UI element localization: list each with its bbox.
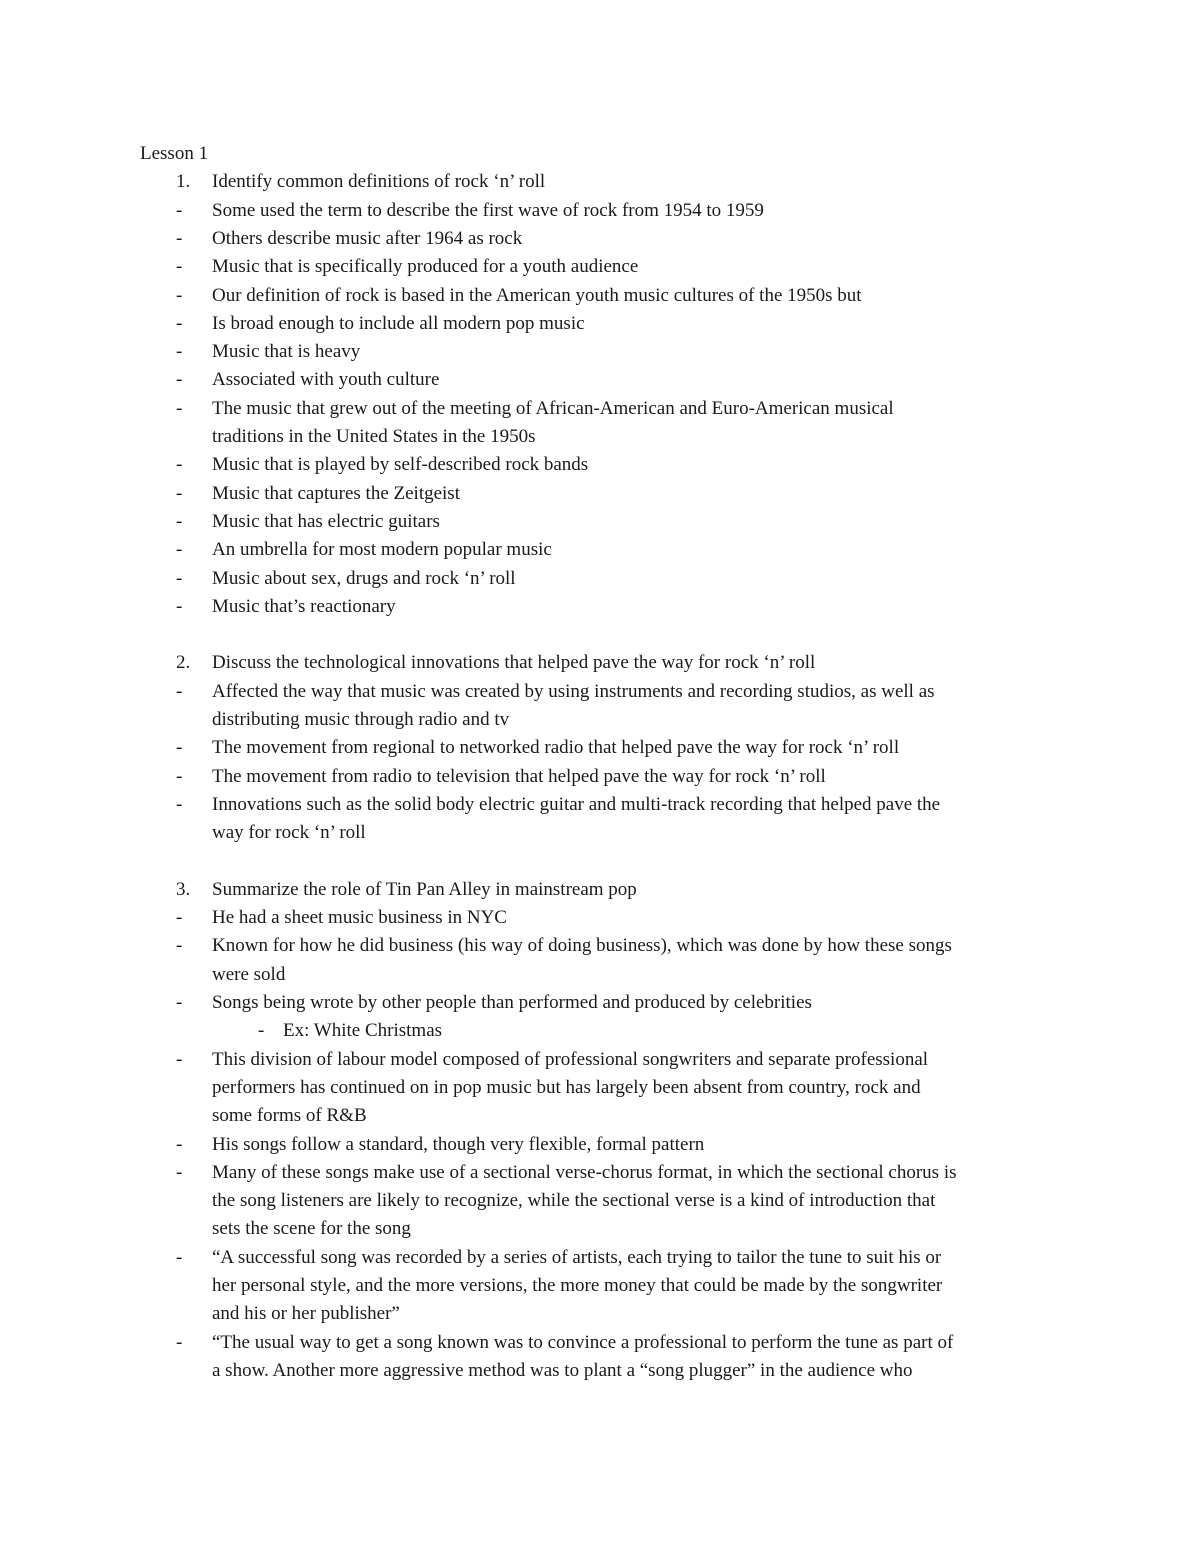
bullet-dash: - bbox=[176, 312, 183, 334]
section-heading: Discuss the technological innovations that helped pave the way for rock ‘n’ roll bbox=[212, 652, 816, 674]
bullet-dash: - bbox=[176, 1246, 183, 1268]
bullet-text: Our definition of rock is based in the American youth music cultures of the 1950s but bbox=[212, 284, 862, 306]
bullet-text: He had a sheet music business in NYC bbox=[212, 907, 507, 929]
bullet-dash: - bbox=[176, 454, 183, 476]
bullet-dash: - bbox=[176, 737, 183, 759]
sub-bullet-text: Ex: White Christmas bbox=[283, 1020, 443, 1042]
bullet-text: her personal style, and the more versions, the more money that could be made by the songwriter bbox=[212, 1275, 943, 1296]
bullet-text: The movement from radio to television that helped pave the way for rock ‘n’ roll bbox=[212, 765, 826, 787]
section-number: 1. bbox=[176, 171, 191, 193]
bullet-dash: - bbox=[176, 199, 183, 221]
bullet-text: distributing music through radio and tv bbox=[212, 709, 510, 730]
bullet-text: Music that’s reactionary bbox=[212, 595, 396, 617]
bullet-text: Innovations such as the solid body electric guitar and multi-track recording that helped pave the bbox=[212, 793, 941, 815]
bullet-dash: - bbox=[176, 1133, 183, 1155]
bullet-dash: - bbox=[176, 935, 183, 957]
bullet-text: and his or her publisher” bbox=[212, 1303, 400, 1325]
bullet-dash: - bbox=[176, 1331, 183, 1353]
bullet-text: An umbrella for most modern popular music bbox=[212, 539, 552, 561]
bullet-dash: - bbox=[176, 369, 183, 391]
bullet-text: Some used the term to describe the first wave of rock from 1954 to 1959 bbox=[212, 199, 764, 221]
bullet-dash: - bbox=[176, 680, 183, 702]
bullet-text: Known for how he did business (his way of doing business), which was done by how these songs bbox=[212, 935, 952, 957]
bullet-dash: - bbox=[176, 284, 183, 306]
bullet-text: Music that is heavy bbox=[212, 341, 361, 363]
bullet-dash: - bbox=[176, 992, 183, 1013]
bullet-text: Songs being wrote by other people than performed and produced by celebrities bbox=[212, 992, 812, 1013]
bullet-text: Associated with youth culture bbox=[212, 369, 440, 391]
bullet-text: Music that captures the Zeitgeist bbox=[212, 482, 460, 504]
bullet-text: Others describe music after 1964 as rock bbox=[212, 227, 523, 249]
bullet-text: “A successful song was recorded by a series of artists, each trying to tailor the tune to suit his or bbox=[212, 1246, 942, 1268]
bullet-text: were sold bbox=[212, 963, 286, 985]
bullet-text: traditions in the United States in the 1950s bbox=[212, 426, 536, 447]
bullet-text: a show. Another more aggressive method was to plant a “song plugger” in the audience who bbox=[212, 1359, 913, 1381]
bullet-text: Music that is played by self-described rock bands bbox=[212, 454, 589, 476]
bullet-dash: - bbox=[176, 793, 183, 815]
bullet-dash: - bbox=[176, 539, 183, 561]
bullet-text: Music that has electric guitars bbox=[212, 510, 440, 532]
bullet-text: Many of these songs make use of a sectional verse-chorus format, in which the sectional chorus is bbox=[212, 1161, 957, 1183]
section-heading: Identify common definitions of rock ‘n’ roll bbox=[212, 171, 546, 193]
bullet-text: Music that is specifically produced for a youth audience bbox=[212, 256, 639, 278]
bullet-dash: - bbox=[176, 595, 183, 617]
bullet-text: some forms of R&B bbox=[212, 1105, 367, 1127]
bullet-dash: - bbox=[176, 227, 183, 249]
bullet-text: performers has continued on in pop music but has largely been absent from country, rock and bbox=[212, 1076, 921, 1098]
bullet-text: The movement from regional to networked radio that helped pave the way for rock ‘n’ roll bbox=[212, 737, 900, 759]
bullet-dash: - bbox=[176, 482, 183, 504]
bullet-dash: - bbox=[176, 567, 183, 589]
bullet-dash: - bbox=[176, 397, 183, 419]
bullet-dash: - bbox=[176, 765, 183, 787]
section-heading: Summarize the role of Tin Pan Alley in mainstream pop bbox=[212, 878, 637, 900]
bullet-text: This division of labour model composed of professional songwriters and separate professional bbox=[212, 1048, 929, 1070]
bullet-dash: - bbox=[176, 907, 183, 929]
bullet-text: way for rock ‘n’ roll bbox=[212, 822, 366, 844]
bullet-text: The music that grew out of the meeting of African-American and Euro-American musical bbox=[212, 397, 894, 419]
document-title: Lesson 1 bbox=[140, 143, 209, 164]
bullet-dash: - bbox=[176, 256, 183, 278]
bullet-text: “The usual way to get a song known was to convince a professional to perform the tune as part of bbox=[212, 1331, 954, 1353]
bullet-dash: - bbox=[258, 1020, 265, 1042]
section-number: 3. bbox=[176, 878, 191, 900]
bullet-text: the song listeners are likely to recognize, while the sectional verse is a kind of introduction that bbox=[212, 1190, 936, 1212]
bullet-dash: - bbox=[176, 510, 183, 532]
bullet-text: sets the scene for the song bbox=[212, 1218, 411, 1240]
bullet-dash: - bbox=[176, 1161, 183, 1183]
bullet-text: Is broad enough to include all modern pop music bbox=[212, 312, 585, 334]
bullet-dash: - bbox=[176, 1048, 183, 1070]
section-number: 2. bbox=[176, 652, 191, 674]
bullet-text: Music about sex, drugs and rock ‘n’ roll bbox=[212, 567, 516, 589]
bullet-dash: - bbox=[176, 341, 183, 363]
bullet-text: His songs follow a standard, though very flexible, formal pattern bbox=[212, 1133, 705, 1155]
bullet-text: Affected the way that music was created by using instruments and recording studios, as well as bbox=[212, 680, 935, 702]
